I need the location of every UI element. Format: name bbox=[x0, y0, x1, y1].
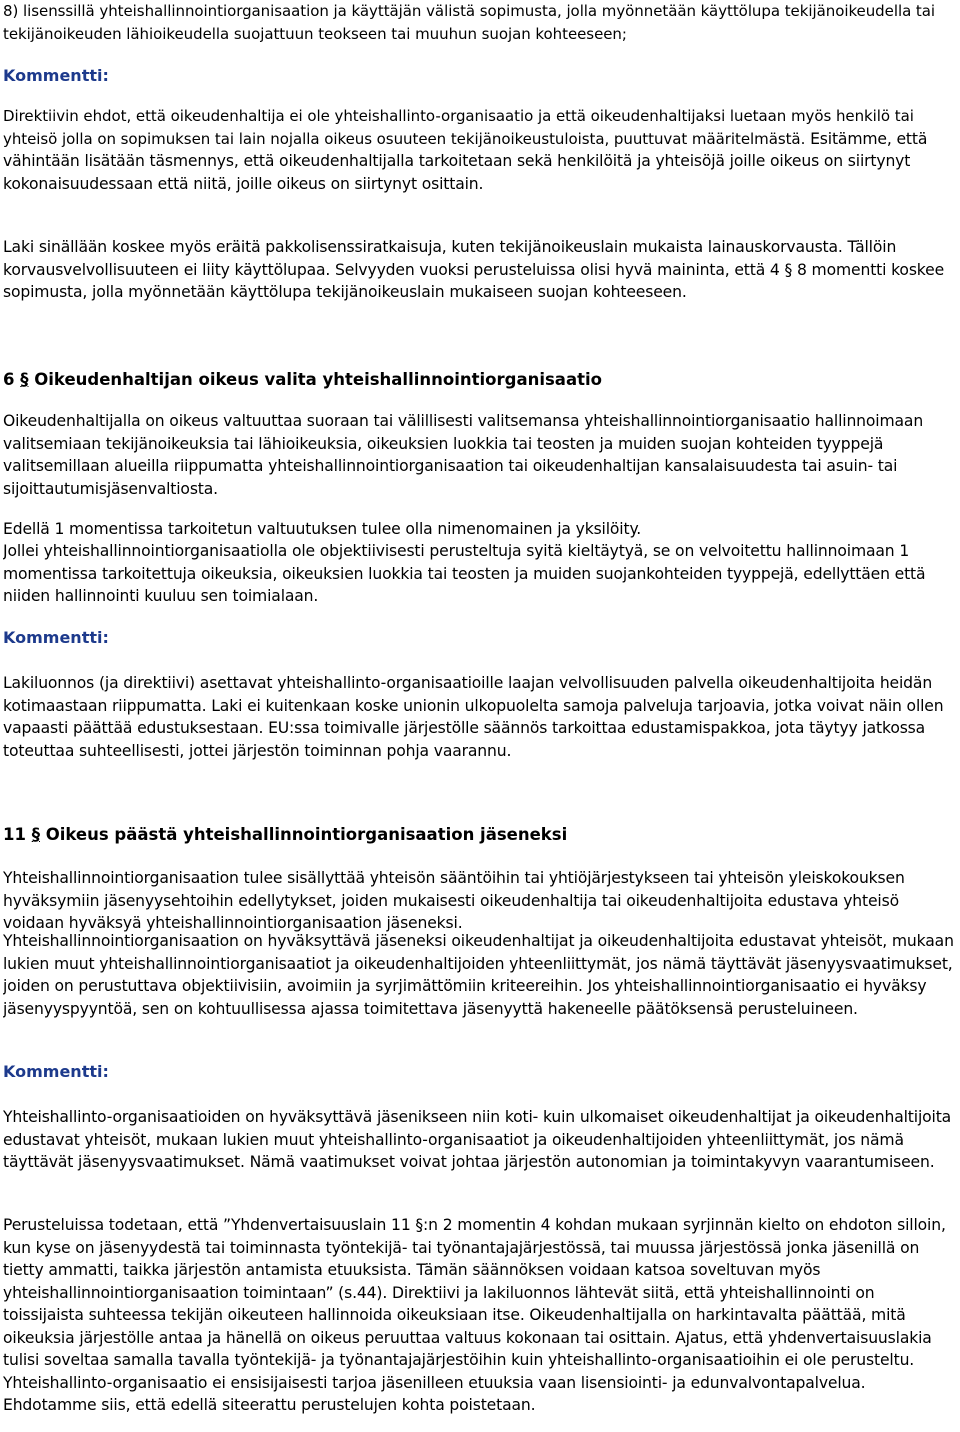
comment-3-paragraph-2: Perusteluissa todetaan, että ”Yhdenvertaisuuslain 11 §:n 2 momentin 4 kohdan mukaan syrjinnän kielto on ehdoton silloin, kun kyse on jäsenyydestä tai toiminnasta työntekijä- tai työnantajajärjestössä, tai muussa järjestössä jonka jäsenillä on tietty ammatti, taikka järjestön antamista etuuksista. Tämän säännöksen voidaan katsoa soveltuvan myös yhteishallinnointiorganisaation toimintaan” (s.44). Direktiivi ja lakiluonnos lähtevät siitä, että yhteishallinnointi on toissijaista suhteessa tekijän oikeuteen hallinnoida oikeuksiaan itse. Oikeudenhaltijalla on harkintavalta päättää, mitä oikeuksia järjestölle antaa ja hänellä on oikeus peruuttaa valtuus kokonaan tai osittain. Ajatus, että yhdenvertaisuuslakia tulisi soveltaa samalla tavalla työntekijä- ja työnantajajärjestöihin kuin yhteishallinto-organisaatioihin ei ole perusteltu. Yhteishallinto-organisaatio ei ensisijaisesti tarjoa jäsenilleen etuuksia vaan lisensiointi- ja edunvalvontapalvelua. Ehdotamme siis, että edellä siteerattu perustelujen kohta poistetaan. bbox=[3, 1216, 946, 1414]
section-6-paragraph-1: Oikeudenhaltijalla on oikeus valtuuttaa suoraan tai välillisesti valitsemansa yhteishallinnointiorganisaatio hallinnoimaan valitsemiaan tekijänoikeuksia tai lähioikeuksia, oikeuksien luokkia tai teosten ja muiden suojan kohteiden tyyppejä valitsemillaan alueilla riippumatta yhteishallinnointiorganisaation tai oikeudenhaltijan kansalaisuudesta tai asuin- tai sijoittautumisjäsenvaltiosta. bbox=[3, 412, 924, 498]
document-page bbox=[3, 0, 957, 1432]
section-11-number: 11 bbox=[3, 825, 26, 844]
section-6-paragraph-2: Edellä 1 momentissa tarkoitetun valtuutuksen tulee olla nimenomainen ja yksilöity. bbox=[3, 520, 642, 538]
section-6-paragraph-3: Jollei yhteishallinnointiorganisaatiolla ole objektiivisesti perusteltuja syitä kieltäytyä, se on velvoitettu hallinnoimaan 1 momentissa tarkoitettuja oikeuksia, oikeuksien luokkia tai teosten ja muiden suojankohteiden tyyppejä, edellyttäen että niiden hallinnointi kuuluu sen toimialaan. bbox=[3, 542, 926, 605]
comment-1-paragraph-2: Laki sinällään koskee myös eräitä pakkolisenssiratkaisuja, kuten tekijänoikeuslain mukaista lainauskorvausta. Tällöin korvausvelvollisuuteen ei liity käyttölupaa. Selvyyden vuoksi perusteluissa olisi hyvä maininta, että 4 § 8 momentti koskee sopimusta, jolla myönnetään käyttölupa tekijänoikeuslain mukaiseen suojan kohteeseen. bbox=[3, 238, 945, 301]
point-8-text: 8) lisenssillä yhteishallinnointiorganisaation ja käyttäjän välistä sopimusta, jolla myönnetään käyttölupa tekijänoikeudella tai tekijänoikeuden lähioikeudella suojattuun teokseen tai muuhun suojan kohteeseen; bbox=[3, 2, 936, 43]
section-sign: § bbox=[20, 370, 29, 389]
comment-label: Kommentti: bbox=[3, 66, 109, 85]
section-11-paragraph-1: Yhteishallinnointiorganisaation tulee sisällyttää yhteisön sääntöihin tai yhtiöjärjestykseen tai yhteisön yleiskokouksen hyväksymiin jäsenyysehtoihin edellytykset, joiden mukaisesti oikeudenhaltija tai oikeudenhaltijoita edustava yhteisö voidaan hyväksyä yhteishallinnointiorganisaation jäseneksi. bbox=[3, 869, 905, 932]
comment-1-paragraph-1-part-2: Esitämme, että vähintään lisätään täsmennys, että oikeudenhaltijalla tarkoitetaan sekä henkilöitä ja yhteisöjä joille oikeus on siirtynyt kokonaisuudessaan että niitä, joille oikeus on siirtynyt osittain. bbox=[3, 129, 928, 193]
comment-3-paragraph-1: Yhteishallinto-organisaatioiden on hyväksyttävä jäsenikseen niin koti- kuin ulkomaiset oikeudenhaltijat ja oikeudenhaltijoita edustavat yhteisöt, mukaan lukien muut yhteishallinto-organisaatiot ja oikeudenhaltijoiden yhteenliittymät, jos nämä täyttävät jäsenyysvaatimukset. Nämä vaatimukset voivat johtaa järjestön autonomian ja toimintakyvyn vaarantumiseen. bbox=[3, 1108, 952, 1171]
section-11-paragraph-2: Yhteishallinnointiorganisaation on hyväksyttävä jäseneksi oikeudenhaltijat ja oikeudenhaltijoita edustavat yhteisöt, mukaan lukien muut yhteishallinnointiorganisaatiot ja oikeudenhaltijoiden yhteenliittymät, jos nämä täyttävät jäsenyysvaatimukset, joiden on perustuttava objektiivisiin, avoimiin ja syrjimättömiin kriteereihin. Jos yhteishallinnointiorganisaatio ei hyväksy jäsenyyspyyntöä, sen on kohtuullisessa ajassa toimitettava jäsenyyttä hakeneelle päätöksensä perusteluineen. bbox=[3, 932, 954, 1018]
section-6-number: 6 bbox=[3, 370, 15, 389]
comment-label: Kommentti: bbox=[3, 628, 109, 647]
section-11-heading bbox=[3, 824, 957, 846]
section-6-title: Oikeudenhaltijan oikeus valita yhteishallinnointiorganisaatio bbox=[34, 370, 602, 389]
comment-1-paragraph-1-part-1: Direktiivin ehdot, että oikeudenhaltija ei ole yhteishallinto-organisaatio ja että oikeudenhaltijaksi luetaan myös henkilö tai yhteisö jolla on sopimuksen tai lain nojalla oikeus osuuteen tekijänoikeustuloista, puuttuvat määritelmästä. bbox=[3, 107, 914, 148]
comment-2-paragraph-1: Lakiluonnos (ja direktiivi) asettavat yhteishallinto-organisaatioille laajan velvollisuuden palvella oikeudenhaltijoita heidän kotimaastaan riippumatta. Laki ei kuitenkaan koske unionin ulkopuolelta samoja palveluja tarjoavia, jotka voivat näin ollen vapaasti päättää edustuksestaan. EU:ssa toimivalle järjestölle säännös tarkoittaa edustamispakkoa, jota täytyy jatkossa toteuttaa suhteellisesti, jottei järjestön toiminnan pohja vaarannu. bbox=[3, 674, 944, 760]
section-11-title: Oikeus päästä yhteishallinnointiorganisaation jäseneksi bbox=[45, 825, 568, 844]
comment-1-paragraph-1 bbox=[3, 105, 957, 195]
comment-label: Kommentti: bbox=[3, 1062, 109, 1081]
section-sign: § bbox=[31, 825, 40, 844]
section-6-heading bbox=[3, 369, 957, 391]
